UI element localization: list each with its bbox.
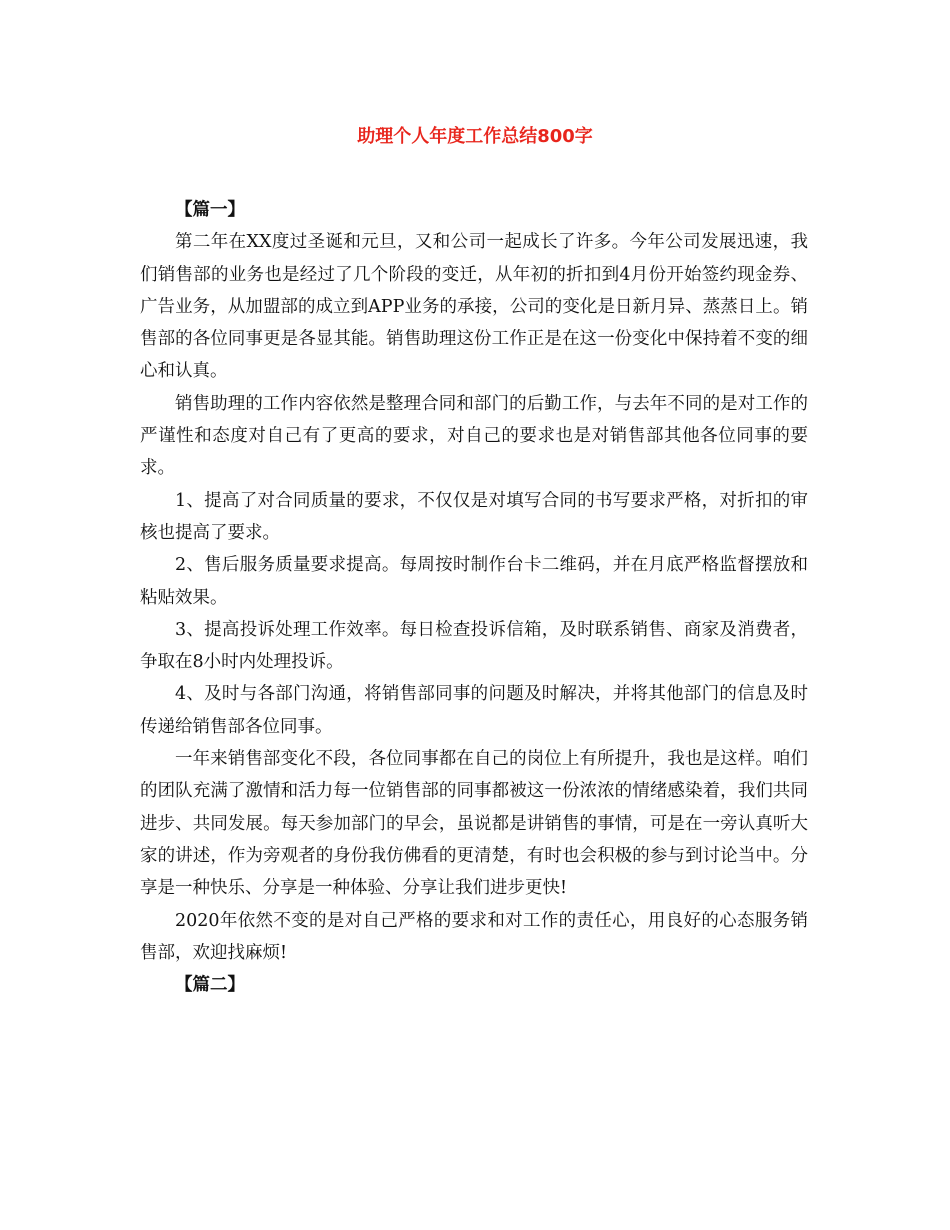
document-title: 助理个人年度工作总结800字 (357, 126, 593, 147)
paragraph: 1、提高了对合同质量的要求，不仅仅是对填写合同的书写要求严格，对折扣的审核也提高了要求。 (140, 490, 808, 543)
document-body (140, 194, 808, 1001)
section-heading-2: 【篇二】 (175, 975, 245, 996)
paragraph: 2、售后服务质量要求提高。每周按时制作台卡二维码，并在月底严格监督摆放和粘贴效果。 (140, 555, 808, 608)
paragraph: 2020年依然不变的是对自己严格的要求和对工作的责任心，用良好的心态服务销售部，欢迎找麻烦! (140, 910, 808, 963)
paragraph: 3、提高投诉处理工作效率。每日检查投诉信箱，及时联系销售、商家及消费者，争取在8小时内处理投诉。 (140, 619, 808, 673)
paragraph: 第二年在XX度过圣诞和元旦，又和公司一起成长了许多。今年公司发展迅速，我们销售部的业务也是经过了几个阶段的变迁，从年初的折扣到4月份开始签约现金券、广告业务，从加盟部的成立到APP业务的承接，公司的变化是日新月异、蒸蒸日上。销售部的各位同事更是各显其能。销售助理这份工作正是在这一份变化中保持着不变的细心和认真。 (140, 232, 808, 382)
paragraph: 销售助理的工作内容依然是整理合同和部门的后勤工作，与去年不同的是对工作的严谨性和态度对自己有了更高的要求，对自己的要求也是对销售部其他各位同事的要求。 (140, 393, 808, 479)
section-heading-1: 【篇一】 (175, 200, 245, 220)
paragraph: 一年来销售部变化不段，各位同事都在自己的岗位上有所提升，我也是这样。咱们的团队充满了激情和活力每一位销售部的同事都被这一份浓浓的情绪感染着，我们共同进步、共同发展。每天参加部门的早会，虽说都是讲销售的事情，可是在一旁认真听大家的讲述，作为旁观者的身份我仿佛看的更清楚，有时也会积极的参与到讨论当中。分享是一种快乐、分享是一种体验、分享让我们进步更快! (140, 749, 808, 899)
paragraph: 4、及时与各部门沟通，将销售部同事的问题及时解决，并将其他部门的信息及时传递给销售部各位同事。 (140, 684, 808, 737)
